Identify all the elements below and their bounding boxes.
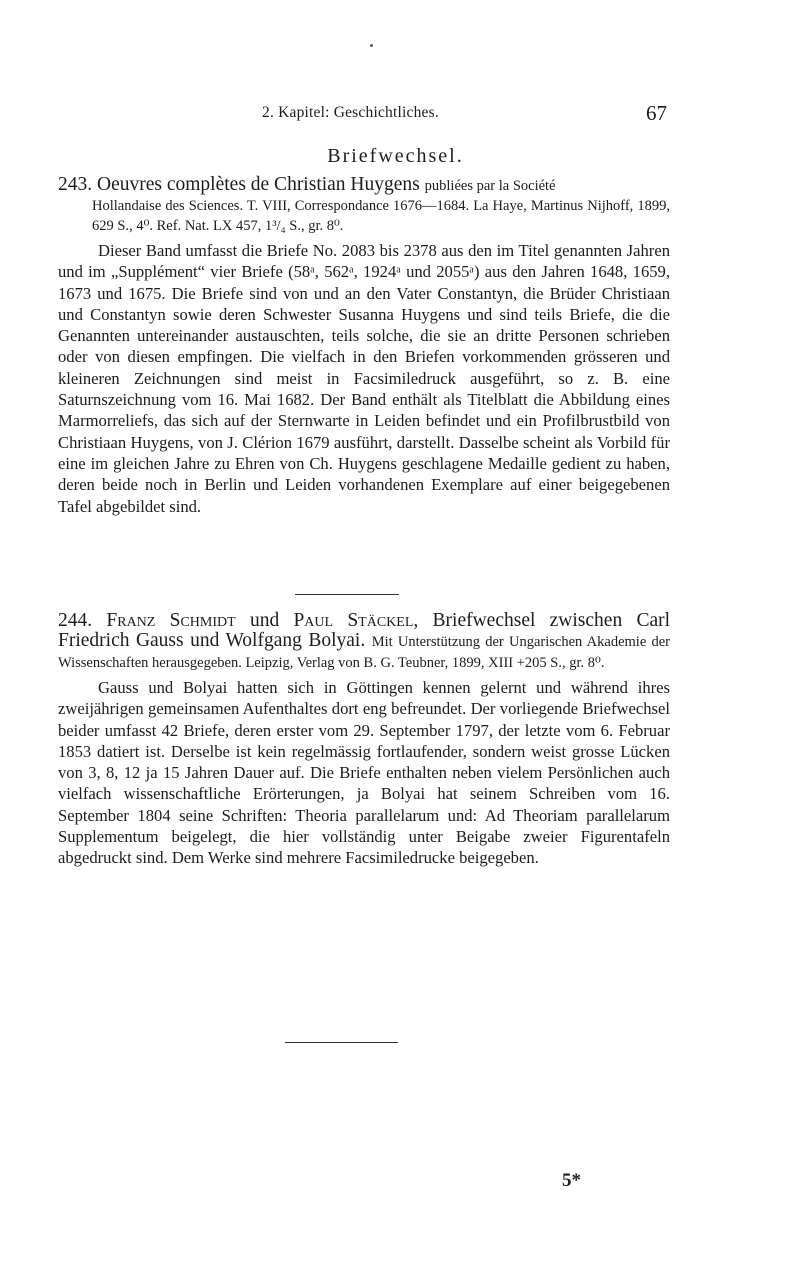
- section-title: Briefwechsel.: [327, 145, 464, 167]
- entry-243: [58, 175, 670, 517]
- running-head: 2. Kapitel: Geschichtliches.: [262, 104, 439, 121]
- author-name: Franz Schmidt: [106, 610, 236, 631]
- entry-244: [58, 611, 670, 869]
- entry-number: 243.: [58, 174, 93, 195]
- entry-heading: [58, 175, 670, 236]
- entry-body: Dieser Band umfasst die Briefe No. 2083 bis 2378 aus den im Titel genannten Jahren und im „Supplément“ vier Briefe (58ᵃ, 562ᵃ, 1924ᵃ und 2055ᵃ) aus den Jahren 1648, 1659, 1673 und 1675. Die Briefe sind von und an den Vater Constantyn, die Brüder Christiaan und Constantyn sowie deren Schwester Susanna Huygens und sind teils Briefe, die die Genannten untereinander austauschten, teils solche, die sie an dritte Personen schrieben oder von diesen empfingen. Die vielfach in den Briefen vorkommenden grösseren und kleineren Zeichnungen sind meist in Facsimiledruck ausgeführt, so z. B. eine Saturnszeichnung vom 16. Mai 1682. Der Band enthält als Titelblatt die Abbildung eines Marmorreliefs, das sich auf der Sternwarte in Leiden befindet und ein Profilbrustbild von Christiaan Huygens, von J. Clérion 1679 ausführt, darstellt. Dasselbe scheint als Vorbild für eine im gleichen Jahre zu Ehren von Ch. Huygens geschlagene Medaille gedient zu haben, deren beide noch in Berlin und Leiden vorhandenen Exemplare auf einer beigegebenen Tafel abgebildet sind.: [58, 241, 670, 516]
- printer-dot: [370, 44, 373, 47]
- entry-biblio-lead: publiées par la Société: [424, 178, 556, 194]
- separator-rule: [295, 594, 399, 595]
- signature-mark: 5*: [562, 1170, 581, 1191]
- entry-body: Gauss und Bolyai hatten sich in Göttingen kennen gelernt und während ihres zweijährigen gemeinsamen Aufenthaltes dort eng befreundet. Der vorliegende Briefwechsel beider umfasst 42 Briefe, deren erster vom 29. September 1797, der letzte vom 6. Februar 1853 datiert ist. Derselbe ist kein regelmässig fortlaufender, sondern weist grosse Lücken von 3, 8, 12 ja 15 Jahren Dauer auf. Die Briefe enthalten neben vielem Persönlichen auch vielfach wissenschaftliche Erörterungen, ja Bolyai hat seinem Schreiben vom 16. September 1804 seine Schriften: Theoria parallelarum und: Ad Theoriam parallelarum Supplementum beigelegt, die hier vollständig unter Beigabe zweier Figurentafeln abgedruckt sind. Dem Werke sind mehrere Facsimiledrucke beigegeben.: [58, 678, 670, 868]
- end-rule: [285, 1042, 398, 1043]
- entry-bibliography: Hollandaise des Sciences. T. VIII, Correspondance 1676—1684. La Haye, Martinus Nijhoff, 1899, 629 S., 4⁰. Ref. Nat. LX 457, 1³/₄ S., gr. 8⁰.: [92, 198, 670, 234]
- entry-heading: [58, 611, 670, 673]
- author-conjunction: und: [249, 610, 280, 631]
- author-name: Paul Stäckel,: [293, 610, 419, 631]
- entry-number: 244.: [58, 610, 93, 631]
- entry-bibliography: Mit Unterstützung der Ungarischen Akademie der Wissenschaften herausgegeben. Leipzig, Verlag von B. G. Teubner, 1899, XIII +205 S., gr. 8⁰.: [58, 634, 671, 671]
- page-number: 67: [646, 101, 667, 125]
- entry-title: Briefwechsel zwischen Carl Friedrich Gauss und Wolfgang Bolyai.: [58, 610, 671, 651]
- entry-title: Oeuvres complètes de Christian Huygens: [97, 174, 420, 195]
